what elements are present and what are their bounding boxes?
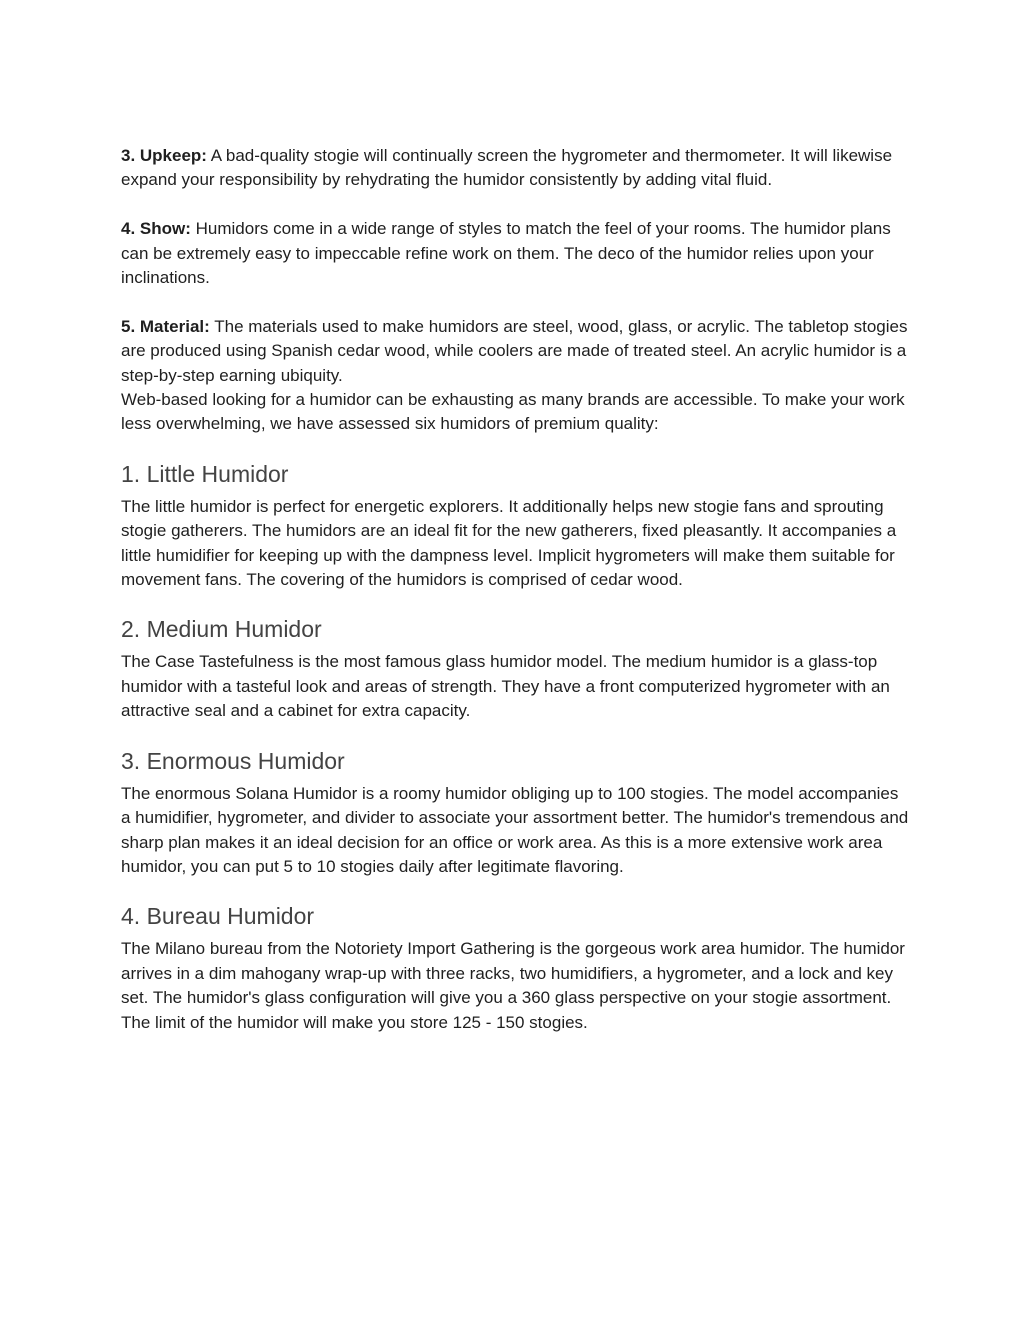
show-text: Humidors come in a wide range of styles to match the feel of your rooms. The humidor plans can be extremely easy to impeccable refine work on them. The deco of the humidor relies upon your inclinations.: [121, 219, 891, 288]
transition-paragraph: Web-based looking for a humidor can be exhausting as many brands are accessible. To make your work less overwhelming, we have assessed six humidors of premium quality:: [121, 390, 905, 434]
section-heading-little-humidor: 1. Little Humidor: [121, 460, 289, 487]
upkeep-label: 3. Upkeep:: [121, 146, 207, 165]
show-label: 4. Show:: [121, 219, 191, 239]
material-paragraph: [121, 315, 911, 388]
section-body-enormous-humidor: The enormous Solana Humidor is a roomy humidor obliging up to 100 stogies. The model accompanies a humidifier, hygrometer, and divider to associate your assortment better. The humidor's tremendous and sharp plan makes it an ideal decision for an office or work area. As this is a more extensive work area humidor, you can put 5 to 10 stogies daily after legitimate flavoring.: [121, 783, 909, 876]
section-body-medium-humidor: The Case Tastefulness is the most famous glass humidor model. The medium humidor is a glass-top humidor with a tasteful look and areas of strength. They have a front computerized hygrometer with an attractive seal and a cabinet for extra capacity.: [121, 652, 890, 721]
material-label: 5. Material:: [121, 316, 210, 336]
upkeep-paragraph: [121, 144, 911, 193]
section-heading-enormous-humidor: 3. Enormous Humidor: [121, 747, 345, 774]
section-body-bureau-humidor: The Milano bureau from the Notoriety Import Gathering is the gorgeous work area humidor. The humidor arrives in a dim mahogany wrap-up with three racks, two humidifiers, a hygrometer, and a lock and key set. The humidor's glass configuration will give you a 360 glass perspective on your stogie assortment. The limit of the humidor will make you store 125 - 150 stogies.: [121, 939, 905, 1032]
upkeep-text: A bad-quality stogie will continually screen the hygrometer and thermometer. It will likewise expand your responsibility by rehydrating the humidor consistently by adding vital fluid.: [121, 146, 893, 190]
document-page: [121, 144, 911, 1035]
section-body-little-humidor: The little humidor is perfect for energetic explorers. It additionally helps new stogie fans and sprouting stogie gatherers. The humidors are an ideal fit for the new gatherers, fixed pleasantly. It accompanies a little humidifier for keeping up with the dampness level. Implicit hygrometers will make them suitable for movement fans. The covering of the humidors is comprised of cedar wood.: [121, 496, 897, 590]
section-heading-bureau-humidor: 4. Bureau Humidor: [121, 903, 315, 930]
show-paragraph: [121, 217, 911, 290]
paragraph-spacer: [121, 290, 911, 314]
section-heading-medium-humidor: 2. Medium Humidor: [121, 616, 322, 643]
paragraph-spacer: [121, 193, 911, 217]
material-text: The materials used to make humidors are steel, wood, glass, or acrylic. The tabletop stogies are produced using Spanish cedar wood, while coolers are made of treated steel. An acrylic humidor is a step-by-step earning ubiquity.: [121, 316, 908, 385]
